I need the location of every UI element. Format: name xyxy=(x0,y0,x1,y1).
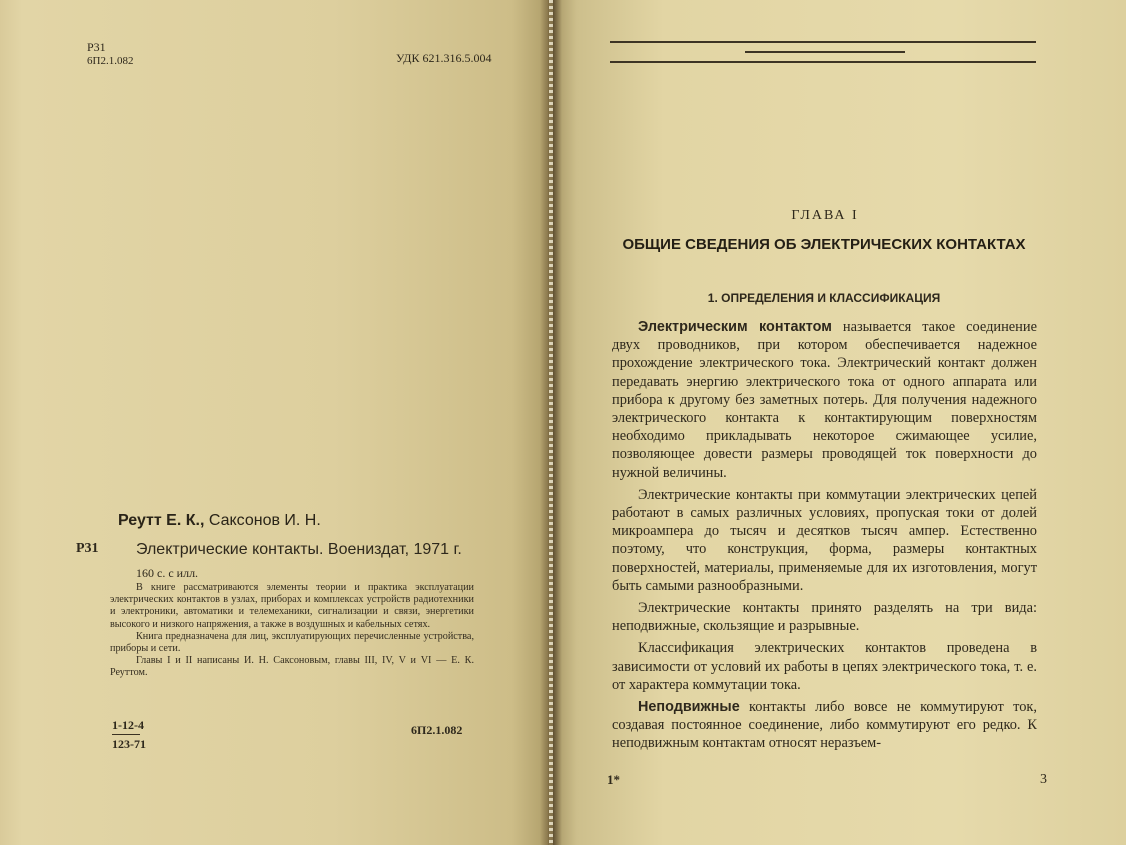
second-author: Саксонов И. Н. xyxy=(208,512,321,529)
page-number: 3 xyxy=(1040,772,1047,787)
bottom-code: 6П2.1.082 xyxy=(411,723,463,737)
term: Электрическим контактом xyxy=(638,319,832,335)
abstract-paragraph: Книга предназначена для лиц, эксплуатирующих перечисленные устройства, приборы и сети. xyxy=(110,630,474,655)
book-title: Электрические контакты. Воениздат, 1971 г. xyxy=(136,541,462,558)
abstract-paragraph: Главы I и II написаны И. Н. Саксоновым, главы III, IV, V и VI — Е. К. Реуттом. xyxy=(110,655,474,679)
body-paragraph: Электрическим контактом называется такое соединение двух проводников, при котором обеспечивается надежное прохождение электрического тока. Электрический контакт должен передавать энергию электрического тока от одного аппарата или прибора к другому без заметных потерь. Для получения надежного электрического контакта к контактирующим поверхностям необходимо прикладывать некоторое сжимающее усилие, позволяющее довести размеры проводящей ток поверхности до нужной величины. xyxy=(612,319,1037,481)
first-author: Реутт Е. К., xyxy=(118,512,205,529)
bottom-index-bottom: 123-71 xyxy=(112,737,146,751)
body-paragraph: Неподвижные контакты либо вовсе не коммутируют ток, создавая постоянное соединение, либо коммутируют его редко. К неподвижным контактам относят неразъем- xyxy=(612,699,1037,752)
section-title: 1. ОПРЕДЕЛЕНИЯ И КЛАССИФИКАЦИЯ xyxy=(707,291,941,305)
authors xyxy=(118,512,321,530)
top-left-code: 6П2.1.082 xyxy=(87,55,134,67)
top-left-index: Р31 xyxy=(87,40,106,54)
header-rule-bottom xyxy=(610,61,1036,63)
abstract-paragraph: В книге рассматриваются элементы теории и практика эксплуатации электрических контактов в узлах, приборах и комплексах устройств радиотехники и электроники, автоматики и телемеханики, сигнализации и связи, энергетики высокого и низкого напряжения, а также в воздушных и кабельных сетях. xyxy=(110,582,474,630)
body-paragraph: Электрические контакты при коммутации электрических цепей работают в самых различных условиях, пропуская токи от долей микроампера до тысяч и десятков тысяч ампер. Естественно поэтому, что конструкция, форма, размеры контактных поверхностей, материалы, применяемые для их изготовления, могут быть самыми разнообразными. xyxy=(612,486,1037,594)
binding-stitch xyxy=(549,0,553,845)
udk-code: УДК 621.316.5.004 xyxy=(396,51,492,65)
index-mark: Р31 xyxy=(76,541,99,556)
header-rule-top xyxy=(610,41,1036,43)
chapter-title: ОБЩИЕ СВЕДЕНИЯ ОБ ЭЛЕКТРИЧЕСКИХ КОНТАКТАХ xyxy=(622,236,1026,253)
term: Неподвижные xyxy=(638,699,740,716)
index-divider xyxy=(112,734,140,735)
header-rule-middle xyxy=(745,51,905,53)
abstract xyxy=(110,582,474,680)
body-paragraph: Классификация электрических контактов проведена в зависимости от условий их работы в цепях электрического тока, т. е. от характера коммутации тока. xyxy=(612,640,1037,693)
body-paragraph: Электрические контакты принято разделять на три вида: неподвижные, скользящие и разрывные. xyxy=(612,600,1037,635)
bottom-index-top: 1-12-4 xyxy=(112,718,144,732)
signature-mark: 1* xyxy=(607,772,620,787)
chapter-label: ГЛАВА I xyxy=(791,208,859,223)
page-count: 160 с. с илл. xyxy=(136,566,199,580)
left-page xyxy=(0,0,556,845)
body-text xyxy=(612,318,1037,757)
